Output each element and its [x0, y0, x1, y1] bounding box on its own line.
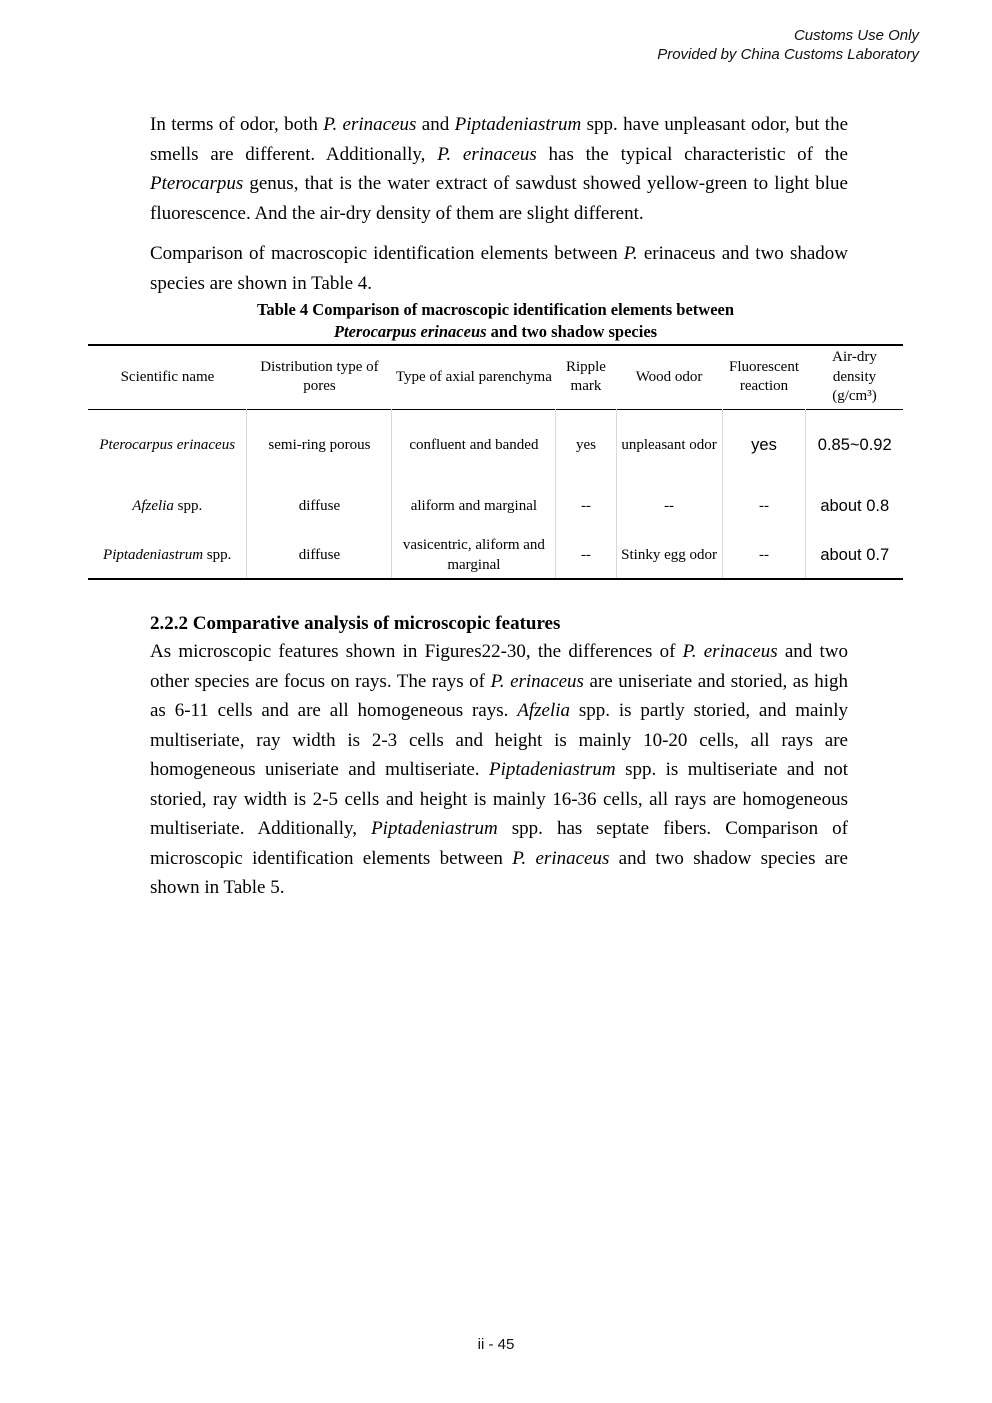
italic-text-segment: P. erinaceus — [682, 641, 778, 662]
table-header-cell: Air-dry density (g/cm³) — [832, 349, 877, 404]
italic-text-segment: P. erinaceus — [323, 114, 417, 135]
text-segment: has the typical characteristic of the — [536, 143, 848, 165]
italic-text-segment: Piptadeniastrum — [103, 546, 204, 563]
text-segment: spp. is multiseriate and not storied, ray width is 2-5 cells and height is mainly 16-36 cells, all rays are homogeneous multiseriate. Additionally, — [150, 759, 848, 839]
table-header-row — [88, 345, 903, 409]
table-cell — [722, 481, 806, 533]
paragraph-comparison-intro — [150, 239, 848, 298]
text-segment: about 0.7 — [820, 545, 890, 564]
paragraph-odor — [150, 110, 848, 228]
text-segment: diffuse — [298, 546, 341, 563]
table-cell — [722, 533, 806, 579]
table-cell — [616, 409, 722, 481]
italic-text-segment: Piptadeniastrum — [454, 114, 582, 135]
table-container — [88, 344, 903, 580]
italic-text-segment: Afzelia — [132, 498, 174, 515]
text-segment: As microscopic features shown in Figures22-30, the differences of — [150, 641, 683, 662]
table-cell — [88, 409, 247, 481]
table-caption — [88, 299, 903, 343]
text-segment: spp. is partly storied, and mainly multiseriate, ray width is 2-3 cells and height is mainly 10-20 cells, all rays are homogeneous uniseriate and multiseriate. — [150, 700, 848, 780]
italic-text-segment: P. erinaceus — [437, 143, 537, 165]
table-cell — [556, 409, 616, 481]
table-cell — [392, 409, 556, 481]
table-header-cell: Fluorescent reaction — [729, 358, 799, 395]
table-cell — [392, 533, 556, 579]
table-caption-line2 — [88, 321, 903, 343]
italic-text-segment: P. erinaceus — [512, 847, 610, 869]
header-note-line2: Provided by China Customs Laboratory — [657, 46, 919, 63]
table-row — [88, 533, 903, 579]
text-segment: In terms of odor, both — [150, 114, 324, 135]
section-heading: 2.2.2 Comparative analysis of microscopic features — [150, 613, 561, 634]
text-segment: yes — [575, 436, 596, 453]
table-cell — [806, 481, 903, 533]
table-cell — [247, 409, 392, 481]
table-cell — [806, 409, 903, 481]
table-row — [88, 409, 903, 481]
page-number: ii - 45 — [477, 1336, 515, 1353]
text-segment: and two other species are focus on rays. The rays of — [150, 641, 848, 692]
text-segment: Comparison of macroscopic identification elements between — [150, 243, 624, 264]
text-segment: unpleasant odor — [621, 436, 717, 453]
table-header — [88, 345, 903, 409]
text-segment: diffuse — [298, 498, 341, 515]
text-segment: semi-ring porous — [268, 436, 371, 453]
table-cell — [247, 481, 392, 533]
text-segment: -- — [664, 498, 675, 515]
table-header-cell: Scientific name — [120, 368, 215, 385]
italic-text-segment: Piptadeniastrum — [371, 818, 498, 839]
text-segment: yes — [751, 435, 777, 454]
italic-text-segment: Afzelia — [517, 700, 571, 721]
text-segment: 0.85~0.92 — [817, 435, 892, 454]
text-segment: confluent and banded — [409, 436, 539, 453]
text-segment: aliform and marginal — [410, 498, 538, 515]
text-segment: are uniseriate and storied, as high as 6-11 cells and are all homogeneous rays. — [150, 670, 848, 721]
table-cell — [806, 533, 903, 579]
table-cell — [392, 481, 556, 533]
text-segment: genus, that is the water extract of sawdust showed yellow-green to light blue fluorescence. And the air-dry density of them are slight different. — [150, 173, 848, 224]
text-segment: Stinky egg odor — [621, 546, 717, 563]
text-segment: vasicentric, aliform and marginal — [402, 537, 545, 573]
italic-text-segment: Pterocarpus — [150, 173, 244, 194]
table-caption-line1: Table 4 Comparison of macroscopic identification elements between — [256, 300, 735, 319]
header-note-line1: Customs Use Only — [793, 27, 919, 44]
italic-text-segment: Pterocarpus erinaceus — [99, 436, 236, 453]
italic-text-segment: Pterocarpus erinaceus — [333, 322, 487, 341]
header-note — [657, 26, 919, 64]
table-cell — [556, 533, 616, 579]
table-body — [88, 409, 903, 579]
text-segment: -- — [580, 498, 591, 515]
table-cell — [88, 481, 247, 533]
text-segment: -- — [759, 498, 769, 515]
text-segment: and — [416, 114, 455, 135]
text-segment: and two shadow species are shown in Table 5. — [150, 847, 848, 898]
table-header-cell: Distribution type of pores — [260, 358, 379, 395]
table-header-cell: Wood odor — [635, 368, 703, 385]
table-cell — [616, 533, 722, 579]
comparison-table — [88, 344, 903, 580]
table-header-cell: Type of axial parenchyma — [395, 368, 552, 385]
italic-text-segment: P. — [623, 243, 638, 264]
text-segment: spp. — [173, 498, 203, 515]
italic-text-segment: P. erinaceus — [490, 670, 584, 692]
text-segment: -- — [759, 546, 769, 563]
table-row — [88, 481, 903, 533]
text-segment: and two shadow species — [486, 322, 658, 341]
text-segment: spp. — [203, 546, 232, 563]
text-segment: spp. have unpleasant odor, but the smells are different. Additionally, — [150, 114, 849, 165]
table-cell — [556, 481, 616, 533]
table-header-cell: Ripple mark — [565, 358, 606, 395]
table-cell — [722, 409, 806, 481]
text-segment: erinaceus and two shadow species are shown in Table 4. — [150, 243, 849, 294]
table-cell — [247, 533, 392, 579]
text-segment: spp. has septate fibers. Comparison of microscopic identification elements between — [150, 818, 848, 869]
text-segment: -- — [580, 546, 591, 563]
paragraph-microscopic — [150, 637, 848, 903]
table-cell — [616, 481, 722, 533]
italic-text-segment: Piptadeniastrum — [488, 759, 616, 780]
table-cell — [88, 533, 247, 579]
text-segment: about 0.8 — [820, 497, 890, 516]
